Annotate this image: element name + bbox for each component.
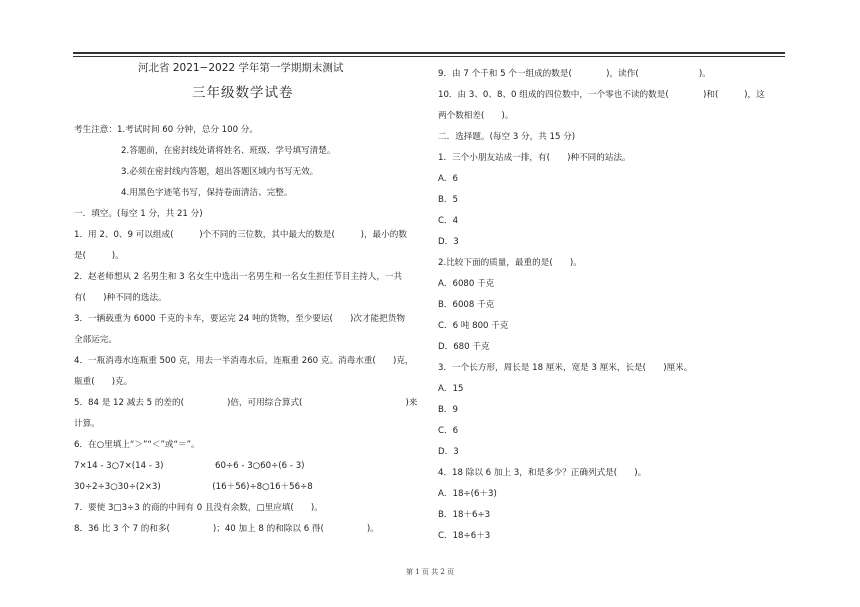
section-heading-fill: 一．填空。(每空 1 分，共 21 分): [74, 209, 203, 219]
question-line: 4．18 除以 6 加上 3，和是多少？正确列式是( )。: [438, 468, 647, 478]
question-line: 1．三个小朋友站成一排，有( )种不同的站法。: [438, 153, 631, 163]
question-line: 10．由 3、0、8、0 组成的四位数中，一个零也不读的数是( )和( )，这: [438, 90, 765, 100]
question-line: 4．一瓶消毒水连瓶重 500 克，用去一半消毒水后，连瓶重 260 克。消毒水重( )克，: [74, 356, 414, 366]
question-line: 有( )种不同的选法。: [74, 293, 167, 303]
question-line: 两个数相差( )。: [438, 111, 514, 121]
choice-option: B．6008 千克: [438, 300, 495, 310]
choice-option: C．6 吨 800 千克: [438, 321, 509, 331]
question-line: 7．要使 3□3÷3 的商的中间有 0 且没有余数，□里应填( )。: [74, 503, 323, 513]
notice-line: 3.必须在密封线内答题，超出答题区域内书写无效。: [121, 167, 319, 177]
question-line: 6．在○里填上“＞”“＜”或“＝”。: [74, 440, 200, 450]
choice-option: B．5: [438, 195, 458, 205]
choice-option: A．15: [438, 384, 464, 394]
choice-option: C．18÷6＋3: [438, 531, 491, 541]
question-line: 2.比较下面的质量，最重的是( )。: [438, 258, 582, 268]
question-line: 8．36 比 3 个 7 的和多( )；40 加上 8 的和除以 6 得( )。: [74, 524, 379, 534]
choice-option: D．3: [438, 447, 459, 457]
notice-line: 考生注意：1.考试时间 60 分钟，总分 100 分。: [74, 125, 258, 135]
top-rule-thick: [73, 52, 785, 54]
choice-option: A．6: [438, 174, 458, 184]
compare-expression-row: 7×14 - 3○7×(14 - 3) 60÷6 - 3○60÷(6 - 3): [74, 461, 305, 471]
choice-option: D．3: [438, 237, 459, 247]
question-line: 3．一个长方形，周长是 18 厘米，宽是 3 厘米，长是( )厘米。: [438, 363, 693, 373]
compare-expression-row: 30÷2÷3○30÷(2×3) (16＋56)÷8○16＋56÷8: [74, 482, 313, 492]
choice-option: C．4: [438, 216, 459, 226]
exam-title: 河北省 2021−2022 学年第一学期期末测试: [138, 62, 344, 74]
top-rule-thin: [73, 56, 785, 57]
question-line: 3．一辆载重为 6000 千克的卡车，要运完 24 吨的货物，至少要运( )次才能把货物: [74, 314, 405, 324]
question-line: 9．由 7 个千和 5 个一组成的数是( )，读作( )。: [438, 69, 711, 79]
question-line: 计算。: [74, 419, 100, 429]
question-line: 5．84 是 12 减去 5 的差的( )倍，可用综合算式( )来: [74, 398, 418, 408]
question-line: 是( )。: [74, 251, 124, 261]
choice-option: C．6: [438, 426, 459, 436]
question-line: 全部运完。: [74, 335, 117, 345]
question-line: 2．赵老师想从 2 名男生和 3 名女生中选出一名男生和一名女生担任节目主持人，一共: [74, 272, 403, 282]
notice-line: 4.用黑色字迹笔书写，保持卷面清洁、完整。: [121, 188, 293, 198]
choice-option: D．680 千克: [438, 342, 490, 352]
choice-option: B．9: [438, 405, 458, 415]
page-footer: 第 1 页 共 2 页: [405, 568, 455, 576]
choice-option: B．18＋6÷3: [438, 510, 491, 520]
notice-line: 2.答题前，在密封线处请将姓名、班级、学号填写清楚。: [121, 146, 336, 156]
choice-option: A．6080 千克: [438, 279, 495, 289]
choice-option: A．18÷(6＋3): [438, 489, 497, 499]
question-line: 瓶重( )克。: [74, 377, 133, 387]
question-line: 1．用 2、0、9 可以组成( )个不同的三位数，其中最大的数是( )，最小的数: [74, 230, 407, 240]
paper-subtitle: 三年级数学试卷: [192, 85, 294, 101]
section-heading-choice: 二．选择题。(每空 3 分，共 15 分): [438, 132, 576, 142]
